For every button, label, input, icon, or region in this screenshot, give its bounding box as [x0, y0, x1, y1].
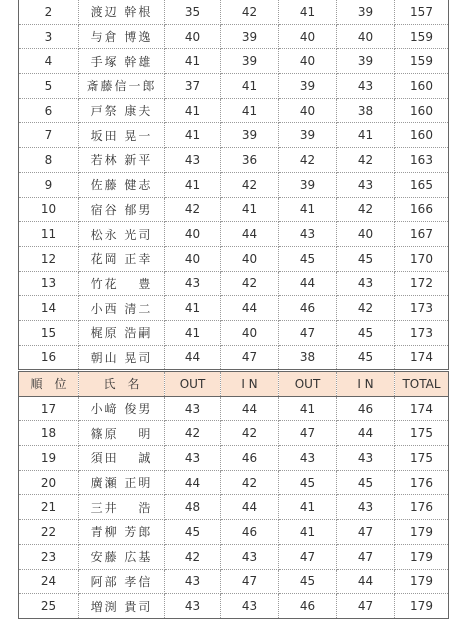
name-cell: 松永 光司	[79, 222, 165, 247]
results-table-1	[18, 0, 449, 370]
in-1-cell: 42	[221, 271, 279, 296]
out-1-cell: 42	[165, 421, 221, 446]
table-row	[19, 98, 449, 123]
header-total: TOTAL	[395, 372, 449, 397]
table-row	[19, 296, 449, 321]
out-2-cell: 47	[279, 320, 337, 345]
out-2-cell: 43	[279, 446, 337, 471]
results-table-2	[18, 371, 449, 619]
total-cell: 170	[395, 246, 449, 271]
name-cell: 増渕 貴司	[79, 594, 165, 619]
table-row	[19, 421, 449, 446]
out-1-cell: 41	[165, 172, 221, 197]
out-1-cell: 44	[165, 470, 221, 495]
name-cell: 坂田 晃一	[79, 123, 165, 148]
out-1-cell: 43	[165, 569, 221, 594]
in-2-cell: 43	[337, 271, 395, 296]
rank-cell: 7	[19, 123, 79, 148]
total-cell: 172	[395, 271, 449, 296]
out-1-cell: 43	[165, 594, 221, 619]
total-cell: 159	[395, 49, 449, 74]
rank-cell: 10	[19, 197, 79, 222]
header-name: 氏 名	[79, 372, 165, 397]
total-cell: 159	[395, 24, 449, 49]
header-out-1: OUT	[165, 372, 221, 397]
in-2-cell: 44	[337, 569, 395, 594]
in-2-cell: 39	[337, 0, 395, 24]
in-1-cell: 39	[221, 123, 279, 148]
in-1-cell: 42	[221, 470, 279, 495]
table-row	[19, 520, 449, 545]
rank-cell: 17	[19, 396, 79, 421]
table-row	[19, 197, 449, 222]
table-row	[19, 470, 449, 495]
header-in-2: I N	[337, 372, 395, 397]
name-cell: 阿部 孝信	[79, 569, 165, 594]
in-2-cell: 47	[337, 520, 395, 545]
table-row	[19, 271, 449, 296]
table-row	[19, 396, 449, 421]
out-2-cell: 41	[279, 520, 337, 545]
in-1-cell: 44	[221, 396, 279, 421]
total-cell: 160	[395, 123, 449, 148]
total-cell: 175	[395, 446, 449, 471]
total-cell: 175	[395, 421, 449, 446]
in-2-cell: 43	[337, 446, 395, 471]
out-2-cell: 44	[279, 271, 337, 296]
total-cell: 167	[395, 222, 449, 247]
in-2-cell: 40	[337, 222, 395, 247]
out-2-cell: 40	[279, 98, 337, 123]
in-2-cell: 41	[337, 123, 395, 148]
in-1-cell: 47	[221, 569, 279, 594]
rank-cell: 2	[19, 0, 79, 24]
out-1-cell: 42	[165, 544, 221, 569]
total-cell: 179	[395, 544, 449, 569]
total-cell: 173	[395, 320, 449, 345]
in-2-cell: 45	[337, 246, 395, 271]
table-row	[19, 569, 449, 594]
in-1-cell: 44	[221, 296, 279, 321]
out-1-cell: 41	[165, 123, 221, 148]
in-2-cell: 42	[337, 148, 395, 173]
header-out-2: OUT	[279, 372, 337, 397]
table-row	[19, 172, 449, 197]
rank-cell: 8	[19, 148, 79, 173]
in-2-cell: 39	[337, 49, 395, 74]
in-2-cell: 42	[337, 296, 395, 321]
in-1-cell: 39	[221, 24, 279, 49]
in-1-cell: 43	[221, 594, 279, 619]
name-cell: 安藤 広基	[79, 544, 165, 569]
in-2-cell: 44	[337, 421, 395, 446]
table-row	[19, 222, 449, 247]
out-2-cell: 45	[279, 470, 337, 495]
out-2-cell: 46	[279, 594, 337, 619]
out-2-cell: 45	[279, 569, 337, 594]
name-cell: 宿谷 郁男	[79, 197, 165, 222]
out-1-cell: 43	[165, 148, 221, 173]
rank-cell: 22	[19, 520, 79, 545]
out-2-cell: 47	[279, 544, 337, 569]
table-row	[19, 49, 449, 74]
total-cell: 176	[395, 495, 449, 520]
table-row	[19, 345, 449, 370]
rank-cell: 5	[19, 74, 79, 99]
table-row	[19, 544, 449, 569]
name-cell: 青柳 芳郎	[79, 520, 165, 545]
out-1-cell: 40	[165, 246, 221, 271]
out-2-cell: 41	[279, 0, 337, 24]
out-1-cell: 43	[165, 396, 221, 421]
total-cell: 179	[395, 594, 449, 619]
rank-cell: 20	[19, 470, 79, 495]
out-1-cell: 44	[165, 345, 221, 370]
out-1-cell: 43	[165, 271, 221, 296]
name-cell: 与倉 博逸	[79, 24, 165, 49]
out-1-cell: 37	[165, 74, 221, 99]
in-2-cell: 45	[337, 470, 395, 495]
in-1-cell: 42	[221, 0, 279, 24]
name-cell: 小﨑 俊男	[79, 396, 165, 421]
out-2-cell: 40	[279, 49, 337, 74]
out-2-cell: 47	[279, 421, 337, 446]
out-1-cell: 40	[165, 222, 221, 247]
out-2-cell: 41	[279, 396, 337, 421]
out-2-cell: 39	[279, 172, 337, 197]
in-2-cell: 43	[337, 172, 395, 197]
in-1-cell: 40	[221, 320, 279, 345]
out-2-cell: 41	[279, 197, 337, 222]
table-row	[19, 495, 449, 520]
in-2-cell: 46	[337, 396, 395, 421]
in-2-cell: 43	[337, 495, 395, 520]
out-1-cell: 42	[165, 197, 221, 222]
rank-cell: 24	[19, 569, 79, 594]
total-cell: 165	[395, 172, 449, 197]
name-cell: 廣瀬 正明	[79, 470, 165, 495]
header-rank: 順 位	[19, 372, 79, 397]
total-cell: 174	[395, 345, 449, 370]
name-cell: 篠原 明	[79, 421, 165, 446]
table-row	[19, 594, 449, 619]
table-header-row	[19, 372, 449, 397]
in-1-cell: 41	[221, 98, 279, 123]
in-1-cell: 43	[221, 544, 279, 569]
name-cell: 手塚 幹雄	[79, 49, 165, 74]
out-1-cell: 41	[165, 98, 221, 123]
table-row	[19, 320, 449, 345]
rank-cell: 6	[19, 98, 79, 123]
in-2-cell: 42	[337, 197, 395, 222]
total-cell: 163	[395, 148, 449, 173]
rank-cell: 21	[19, 495, 79, 520]
rank-cell: 3	[19, 24, 79, 49]
out-2-cell: 42	[279, 148, 337, 173]
name-cell: 梶原 浩嗣	[79, 320, 165, 345]
in-1-cell: 41	[221, 74, 279, 99]
table-row	[19, 246, 449, 271]
rank-cell: 15	[19, 320, 79, 345]
in-1-cell: 46	[221, 520, 279, 545]
name-cell: 三井 浩	[79, 495, 165, 520]
in-1-cell: 42	[221, 421, 279, 446]
in-1-cell: 36	[221, 148, 279, 173]
in-2-cell: 45	[337, 345, 395, 370]
out-1-cell: 41	[165, 320, 221, 345]
header-in-1: I N	[221, 372, 279, 397]
table-row	[19, 24, 449, 49]
total-cell: 174	[395, 396, 449, 421]
total-cell: 166	[395, 197, 449, 222]
out-1-cell: 41	[165, 296, 221, 321]
rank-cell: 25	[19, 594, 79, 619]
in-2-cell: 47	[337, 544, 395, 569]
table-1-body	[19, 0, 449, 370]
name-cell: 竹花 豊	[79, 271, 165, 296]
rank-cell: 9	[19, 172, 79, 197]
table-row	[19, 0, 449, 24]
name-cell: 朝山 晃司	[79, 345, 165, 370]
out-1-cell: 48	[165, 495, 221, 520]
in-1-cell: 44	[221, 495, 279, 520]
name-cell: 渡辺 幹根	[79, 0, 165, 24]
rank-cell: 13	[19, 271, 79, 296]
table-row	[19, 123, 449, 148]
rank-cell: 23	[19, 544, 79, 569]
name-cell: 若林 新平	[79, 148, 165, 173]
total-cell: 173	[395, 296, 449, 321]
out-2-cell: 41	[279, 495, 337, 520]
table-2-body	[19, 372, 449, 619]
in-1-cell: 46	[221, 446, 279, 471]
in-2-cell: 40	[337, 24, 395, 49]
rank-cell: 11	[19, 222, 79, 247]
total-cell: 179	[395, 520, 449, 545]
out-2-cell: 45	[279, 246, 337, 271]
out-2-cell: 46	[279, 296, 337, 321]
total-cell: 160	[395, 98, 449, 123]
in-2-cell: 38	[337, 98, 395, 123]
total-cell: 157	[395, 0, 449, 24]
table-row	[19, 74, 449, 99]
name-cell: 斎藤信一郎	[79, 74, 165, 99]
name-cell: 花岡 正幸	[79, 246, 165, 271]
in-1-cell: 47	[221, 345, 279, 370]
name-cell: 戸祭 康夫	[79, 98, 165, 123]
in-1-cell: 42	[221, 172, 279, 197]
out-2-cell: 39	[279, 74, 337, 99]
out-1-cell: 40	[165, 24, 221, 49]
rank-cell: 16	[19, 345, 79, 370]
in-2-cell: 43	[337, 74, 395, 99]
in-1-cell: 39	[221, 49, 279, 74]
out-1-cell: 41	[165, 49, 221, 74]
out-1-cell: 43	[165, 446, 221, 471]
rank-cell: 12	[19, 246, 79, 271]
name-cell: 佐藤 健志	[79, 172, 165, 197]
out-2-cell: 40	[279, 24, 337, 49]
rank-cell: 19	[19, 446, 79, 471]
table-row	[19, 148, 449, 173]
name-cell: 須田 誠	[79, 446, 165, 471]
total-cell: 176	[395, 470, 449, 495]
out-1-cell: 35	[165, 0, 221, 24]
total-cell: 160	[395, 74, 449, 99]
in-1-cell: 41	[221, 197, 279, 222]
in-1-cell: 40	[221, 246, 279, 271]
rank-cell: 14	[19, 296, 79, 321]
name-cell: 小西 清二	[79, 296, 165, 321]
out-2-cell: 43	[279, 222, 337, 247]
in-2-cell: 45	[337, 320, 395, 345]
out-2-cell: 39	[279, 123, 337, 148]
in-2-cell: 47	[337, 594, 395, 619]
rank-cell: 18	[19, 421, 79, 446]
total-cell: 179	[395, 569, 449, 594]
out-2-cell: 38	[279, 345, 337, 370]
table-row	[19, 446, 449, 471]
in-1-cell: 44	[221, 222, 279, 247]
rank-cell: 4	[19, 49, 79, 74]
out-1-cell: 45	[165, 520, 221, 545]
